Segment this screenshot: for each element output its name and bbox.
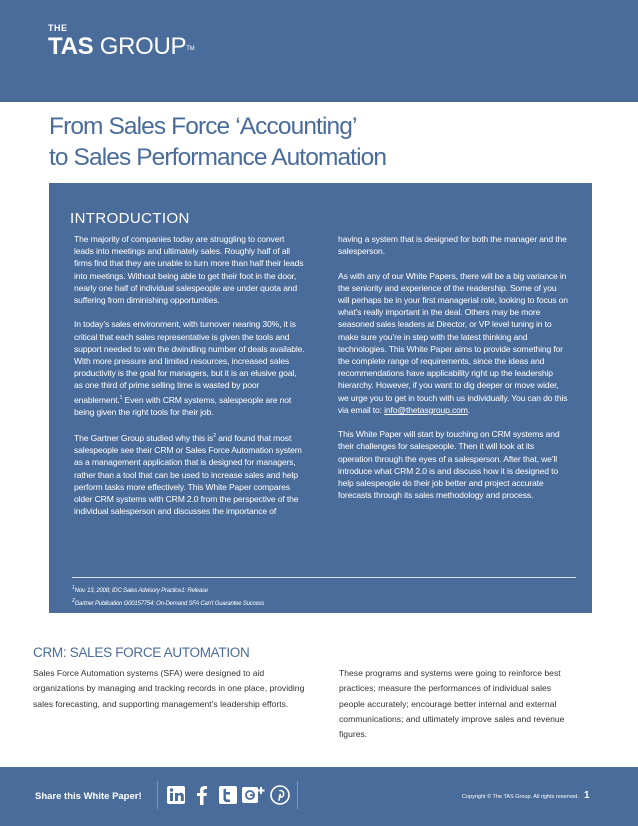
logo-group: GROUP xyxy=(99,33,187,60)
footnote-2-text: Gartner Publication G00157754: On-Demand SFA Can’t Guarantee Success xyxy=(74,601,265,607)
googleplus-glyph xyxy=(241,784,267,806)
footnotes xyxy=(72,583,264,609)
introduction-heading: INTRODUCTION xyxy=(70,210,190,227)
crm-right-paragraph: These programs and systems were going to reinforce best practices; measure the performances of individual sales people accurately; encourage better internal and external communications; and ultimately improve sales and revenue figures. xyxy=(339,668,565,740)
intro-paragraph-3b: and found that most salespeople see their CRM or Sales Force Automation system as a management application that is designed for managers, rather than a tool that can be used to increase sales and help perform tasks more effectively. This White Paper compares older CRM systems with CRM 2.0 from the perspective of the individual salesperson and discusses the importance of xyxy=(74,432,302,517)
footnote-2-marker: 2 xyxy=(72,598,75,604)
footnote-divider xyxy=(72,577,576,578)
page-number: 1 xyxy=(584,790,590,801)
tas-group-logo xyxy=(48,24,194,59)
intro-right-paragraph-2-text: As with any of our White Papers, there will be a big variance in the seniority and experience of the readership. Some of you will perhaps be in your first managerial role, looking to focus on what’s really important in the deal. Others may be more seasoned sales leaders at Director, or VP level tuning in to make sure you’re in step with the latest thinking and technologies. This White Paper aims to provide something for the complete range of requirements, since the ideas and recommendations have applicability right up the leadership hierarchy. However, if you want to dig deeper or move wider, we urge you to get in touch with us individually. You can do this via email to: xyxy=(338,270,568,415)
copyright-notice: Copyright © The TAS Group. All rights reserved. xyxy=(462,794,579,800)
footnote-2 xyxy=(72,596,264,609)
facebook-icon[interactable] xyxy=(191,783,213,807)
intro-paragraph-2 xyxy=(74,318,306,417)
footnote-1-marker: 1 xyxy=(72,585,75,591)
email-suffix: . xyxy=(467,404,470,415)
footnote-ref-1: 1 xyxy=(119,394,123,401)
pinterest-glyph xyxy=(269,784,291,806)
footnote-ref-2: 2 xyxy=(213,433,216,440)
intro-paragraph-2-text: In today’s sales environment, with turnover nearing 30%, it is critical that each sales representative is given the tools and support needed to win the dwindling number of deals available. With more pressure and limited resources, increased sales productivity is the goal for managers, but it is an elusive goal, as one third of prime selling time is wasted by poor enablement. xyxy=(74,319,305,405)
facebook-glyph xyxy=(192,784,212,806)
intro-right-paragraph-3: This White Paper will start by touching on CRM systems and their challenges for salespeople. Then it will look at its operation through the eyes of a salesperson. After that, we’ll introduce what CRM 2.0 is and discuss how it is designed to help salespeople do their job better and project accurate forecasts through its sales methodology and process. xyxy=(338,429,560,501)
googleplus-icon[interactable] xyxy=(240,783,268,807)
logo-the: THE xyxy=(48,23,68,33)
intro-right-paragraph-1: having a system that is designed for both the manager and the salesperson. xyxy=(338,234,567,257)
share-divider-right xyxy=(297,781,298,809)
logo-wordmark xyxy=(48,35,194,59)
introduction-left-column xyxy=(74,233,306,530)
intro-paragraph-2b: Even with CRM systems, salespeople are not being given the right tools for their job. xyxy=(74,394,292,417)
title-line-2: to Sales Performance Automation xyxy=(49,144,387,171)
logo-tas: TAS xyxy=(48,33,94,60)
share-divider-left xyxy=(157,781,158,809)
twitter-icon[interactable] xyxy=(217,783,239,807)
intro-right-paragraph-2 xyxy=(338,270,570,416)
intro-paragraph-1: The majority of companies today are struggling to convert leads into meetings and ultimately sales. Roughly half of all firms find that they are unable to turn more than half their leads into meetings. Without being able to get their foot in the door, nearly one half of individual salespeople are under quota and suffering from diminishing opportunities. xyxy=(74,234,304,306)
contact-email-link[interactable]: info@thetasgroup.com xyxy=(384,404,468,415)
crm-left-paragraph: Sales Force Automation systems (SFA) were designed to aid organizations by managing and tracking records in one place, providing sales forecasting, and supporting management’s leadership efforts. xyxy=(33,668,305,709)
page-title xyxy=(49,111,609,173)
introduction-right-column xyxy=(338,233,570,514)
title-line-1: From Sales Force ‘Accounting’ xyxy=(49,113,357,140)
intro-paragraph-3a: The Gartner Group studied why this is xyxy=(74,432,214,443)
footnote-1 xyxy=(72,583,264,596)
share-label: Share this White Paper! xyxy=(35,791,142,802)
linkedin-icon[interactable] xyxy=(165,783,187,807)
linkedin-glyph xyxy=(166,785,186,805)
footnote-1-text: Nov. 13, 2008; IDC Sales Advisory Practice1: Release xyxy=(74,588,208,594)
pinterest-icon[interactable] xyxy=(268,783,292,807)
twitter-glyph xyxy=(218,785,238,805)
crm-section-heading: CRM: SALES FORCE AUTOMATION xyxy=(33,645,250,660)
intro-paragraph-3 xyxy=(74,430,306,517)
logo-tm: TM xyxy=(186,46,195,52)
